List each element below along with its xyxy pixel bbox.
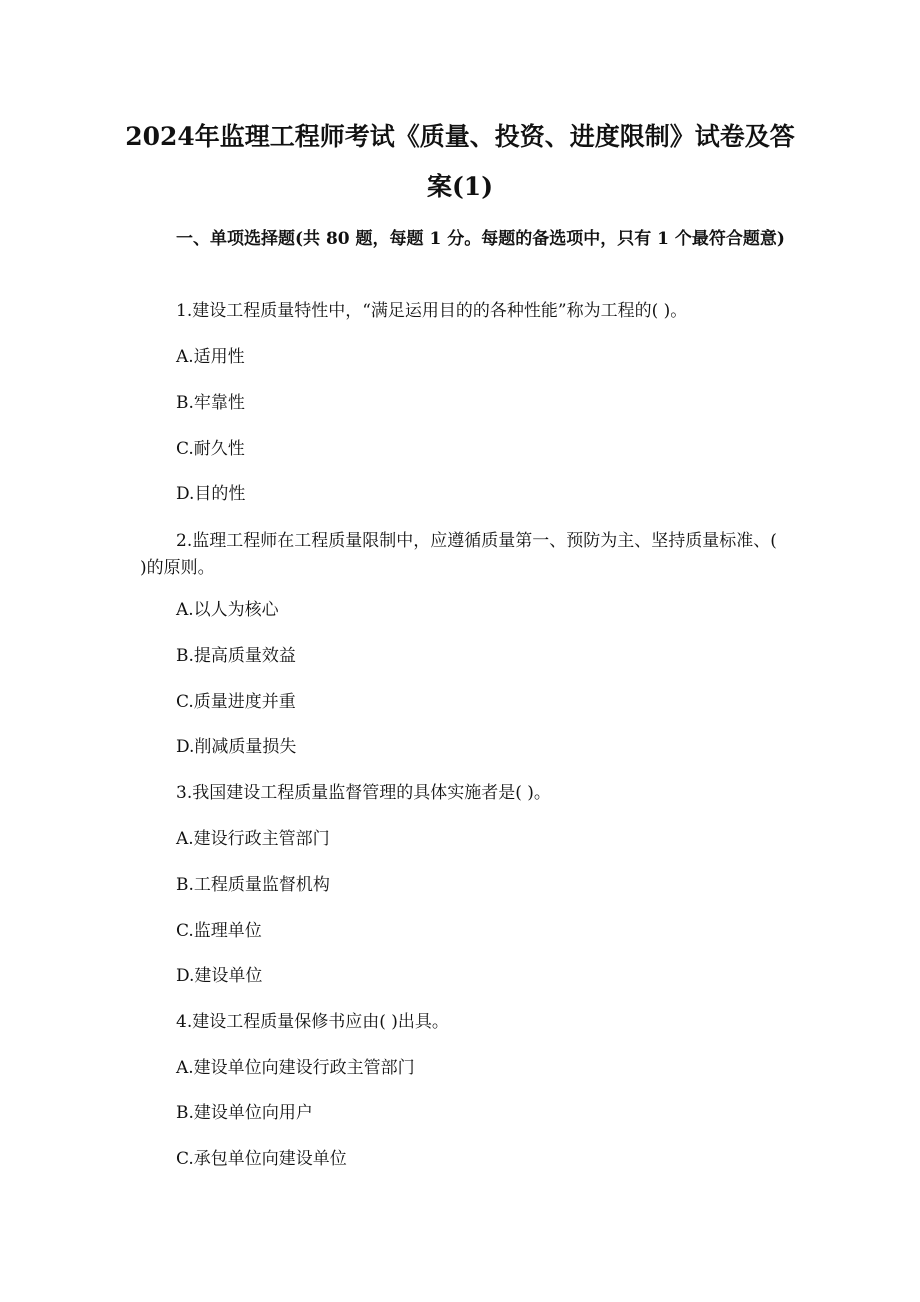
question-1-option-a: A.适用性 — [176, 347, 245, 367]
question-4-option-b: B.建设单位向用户 — [176, 1103, 313, 1123]
question-1-option-b: B.牢靠性 — [176, 393, 245, 413]
question-2-option-c: C.质量进度并重 — [176, 692, 296, 712]
question-3-stem: 3.我国建设工程质量监督管理的具体实施者是( )。 — [176, 783, 551, 803]
question-2-option-b: B.提高质量效益 — [176, 646, 296, 666]
question-4-stem: 4.建设工程质量保修书应由( )出具。 — [176, 1012, 449, 1032]
question-2-option-a: A.以人为核心 — [176, 600, 279, 620]
question-2-stem: 2.监理工程师在工程质量限制中，应遵循质量第一、预防为主、坚持质量标准、( )的原则。 — [140, 531, 777, 578]
question-3-option-a: A.建设行政主管部门 — [176, 829, 330, 849]
question-4-option-c: C.承包单位向建设单位 — [176, 1149, 347, 1169]
question-3-option-d: D.建设单位 — [176, 966, 263, 986]
section-heading: 一、单项选择题(共 80 题，每题 1 分。每题的备选项中，只有 1 个最符合题意) — [176, 229, 785, 249]
question-4-option-a: A.建设单位向建设行政主管部门 — [176, 1058, 415, 1078]
question-3-option-b: B.工程质量监督机构 — [176, 875, 330, 895]
question-1-stem: 1.建设工程质量特性中，“满足运用目的的各种性能”称为工程的( )。 — [176, 301, 688, 321]
question-3-option-c: C.监理单位 — [176, 921, 262, 941]
question-2-option-d: D.削减质量损失 — [176, 737, 297, 757]
question-1-option-d: D.目的性 — [176, 484, 246, 504]
document-title: 2024年监理工程师考试《质量、投资、进度限制》试卷及答案(1) — [125, 122, 795, 201]
question-1-option-c: C.耐久性 — [176, 439, 245, 459]
